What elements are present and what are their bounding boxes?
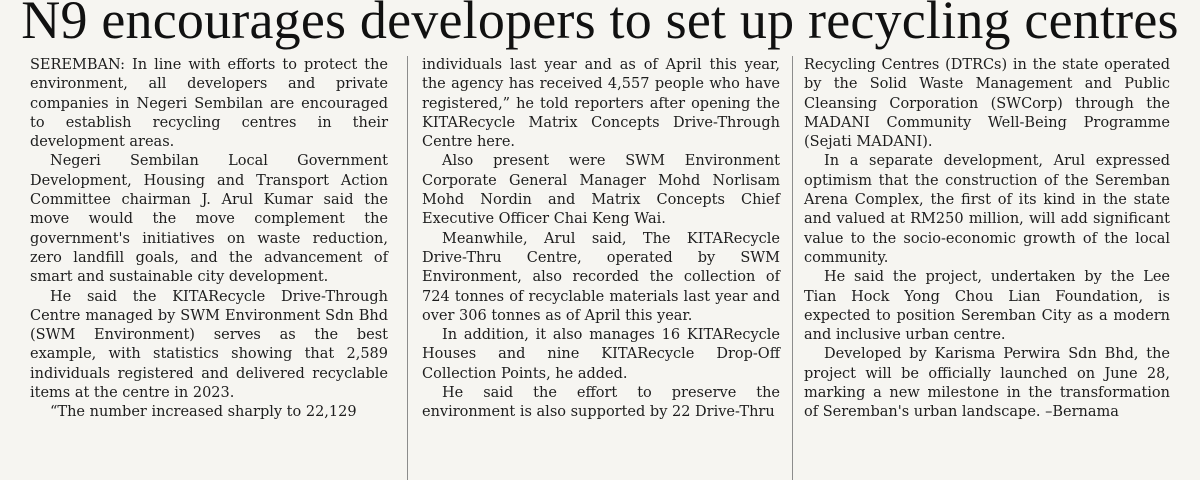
column-2 <box>422 56 780 423</box>
paragraph: Meanwhile, Arul said, The KITARecycle Drive-Thru Centre, operated by SWM Environment, also recorded the collection of 724 tonnes of recyclable materials last year and over 306 tonnes as of April this year. <box>422 230 780 324</box>
paragraph: In addition, it also manages 16 KITARecycle Houses and nine KITARecycle Drop-Off Collection Points, he added. <box>422 327 780 382</box>
paragraph: He said the project, undertaken by the Lee Tian Hock Yong Chou Lian Foundation, is expected to position Seremban City as a modern and inclusive urban centre. <box>804 269 1170 344</box>
paragraph: In a separate development, Arul expressed optimism that the construction of the Seremban Arena Complex, the first of its kind in the state and valued at RM250 million, will add significant value to the socio-economic growth of the local community. <box>804 153 1170 266</box>
article-body <box>30 56 1190 480</box>
column-3 <box>804 56 1170 423</box>
paragraph: “The number increased sharply to 22,129 <box>50 404 357 421</box>
headline: N9 encourages developers to set up recycling centres <box>21 0 1179 50</box>
paragraph: Negeri Sembilan Local Government Development, Housing and Transport Action Committee chairman J. Arul Kumar said the move would the move complement the government's initiatives on waste reduction, zero landfill goals, and the advancement of smart and sustainable city development. <box>30 153 388 286</box>
paragraph: Recycling Centres (DTRCs) in the state operated by the Solid Waste Management and Public Cleansing Corporation (SWCorp) through the MADANI Community Well-Being Programme (Sejati MADANI). <box>804 57 1170 151</box>
paragraph: Developed by Karisma Perwira Sdn Bhd, the project will be officially launched on June 28, marking a new milestone in the transformation of Seremban's urban landscape. –Bernama <box>804 346 1170 421</box>
paragraph: He said the effort to preserve the environment is also supported by 22 Drive-Thru <box>422 385 780 421</box>
paragraph: He said the KITARecycle Drive-Through Centre managed by SWM Environment Sdn Bhd (SWM Environment) serves as the best example, with statistics showing that 2,589 individuals registered and delivered recyclable items at the centre in 2023. <box>30 288 388 402</box>
paragraph: SEREMBAN: In line with efforts to protect the environment, all developers and private companies in Negeri Sembilan are encouraged to establish recycling centres in their development areas. <box>30 57 388 151</box>
column-1 <box>30 56 388 423</box>
paragraph: individuals last year and as of April this year, the agency has received 4,557 people who have registered,” he told reporters after opening the KITARecycle Matrix Concepts Drive-Through Centre here. <box>422 57 780 151</box>
paragraph: Also present were SWM Environment Corporate General Manager Mohd Norlisam Mohd Nordin and Matrix Concepts Chief Executive Officer Chai Keng Wai. <box>422 153 780 228</box>
